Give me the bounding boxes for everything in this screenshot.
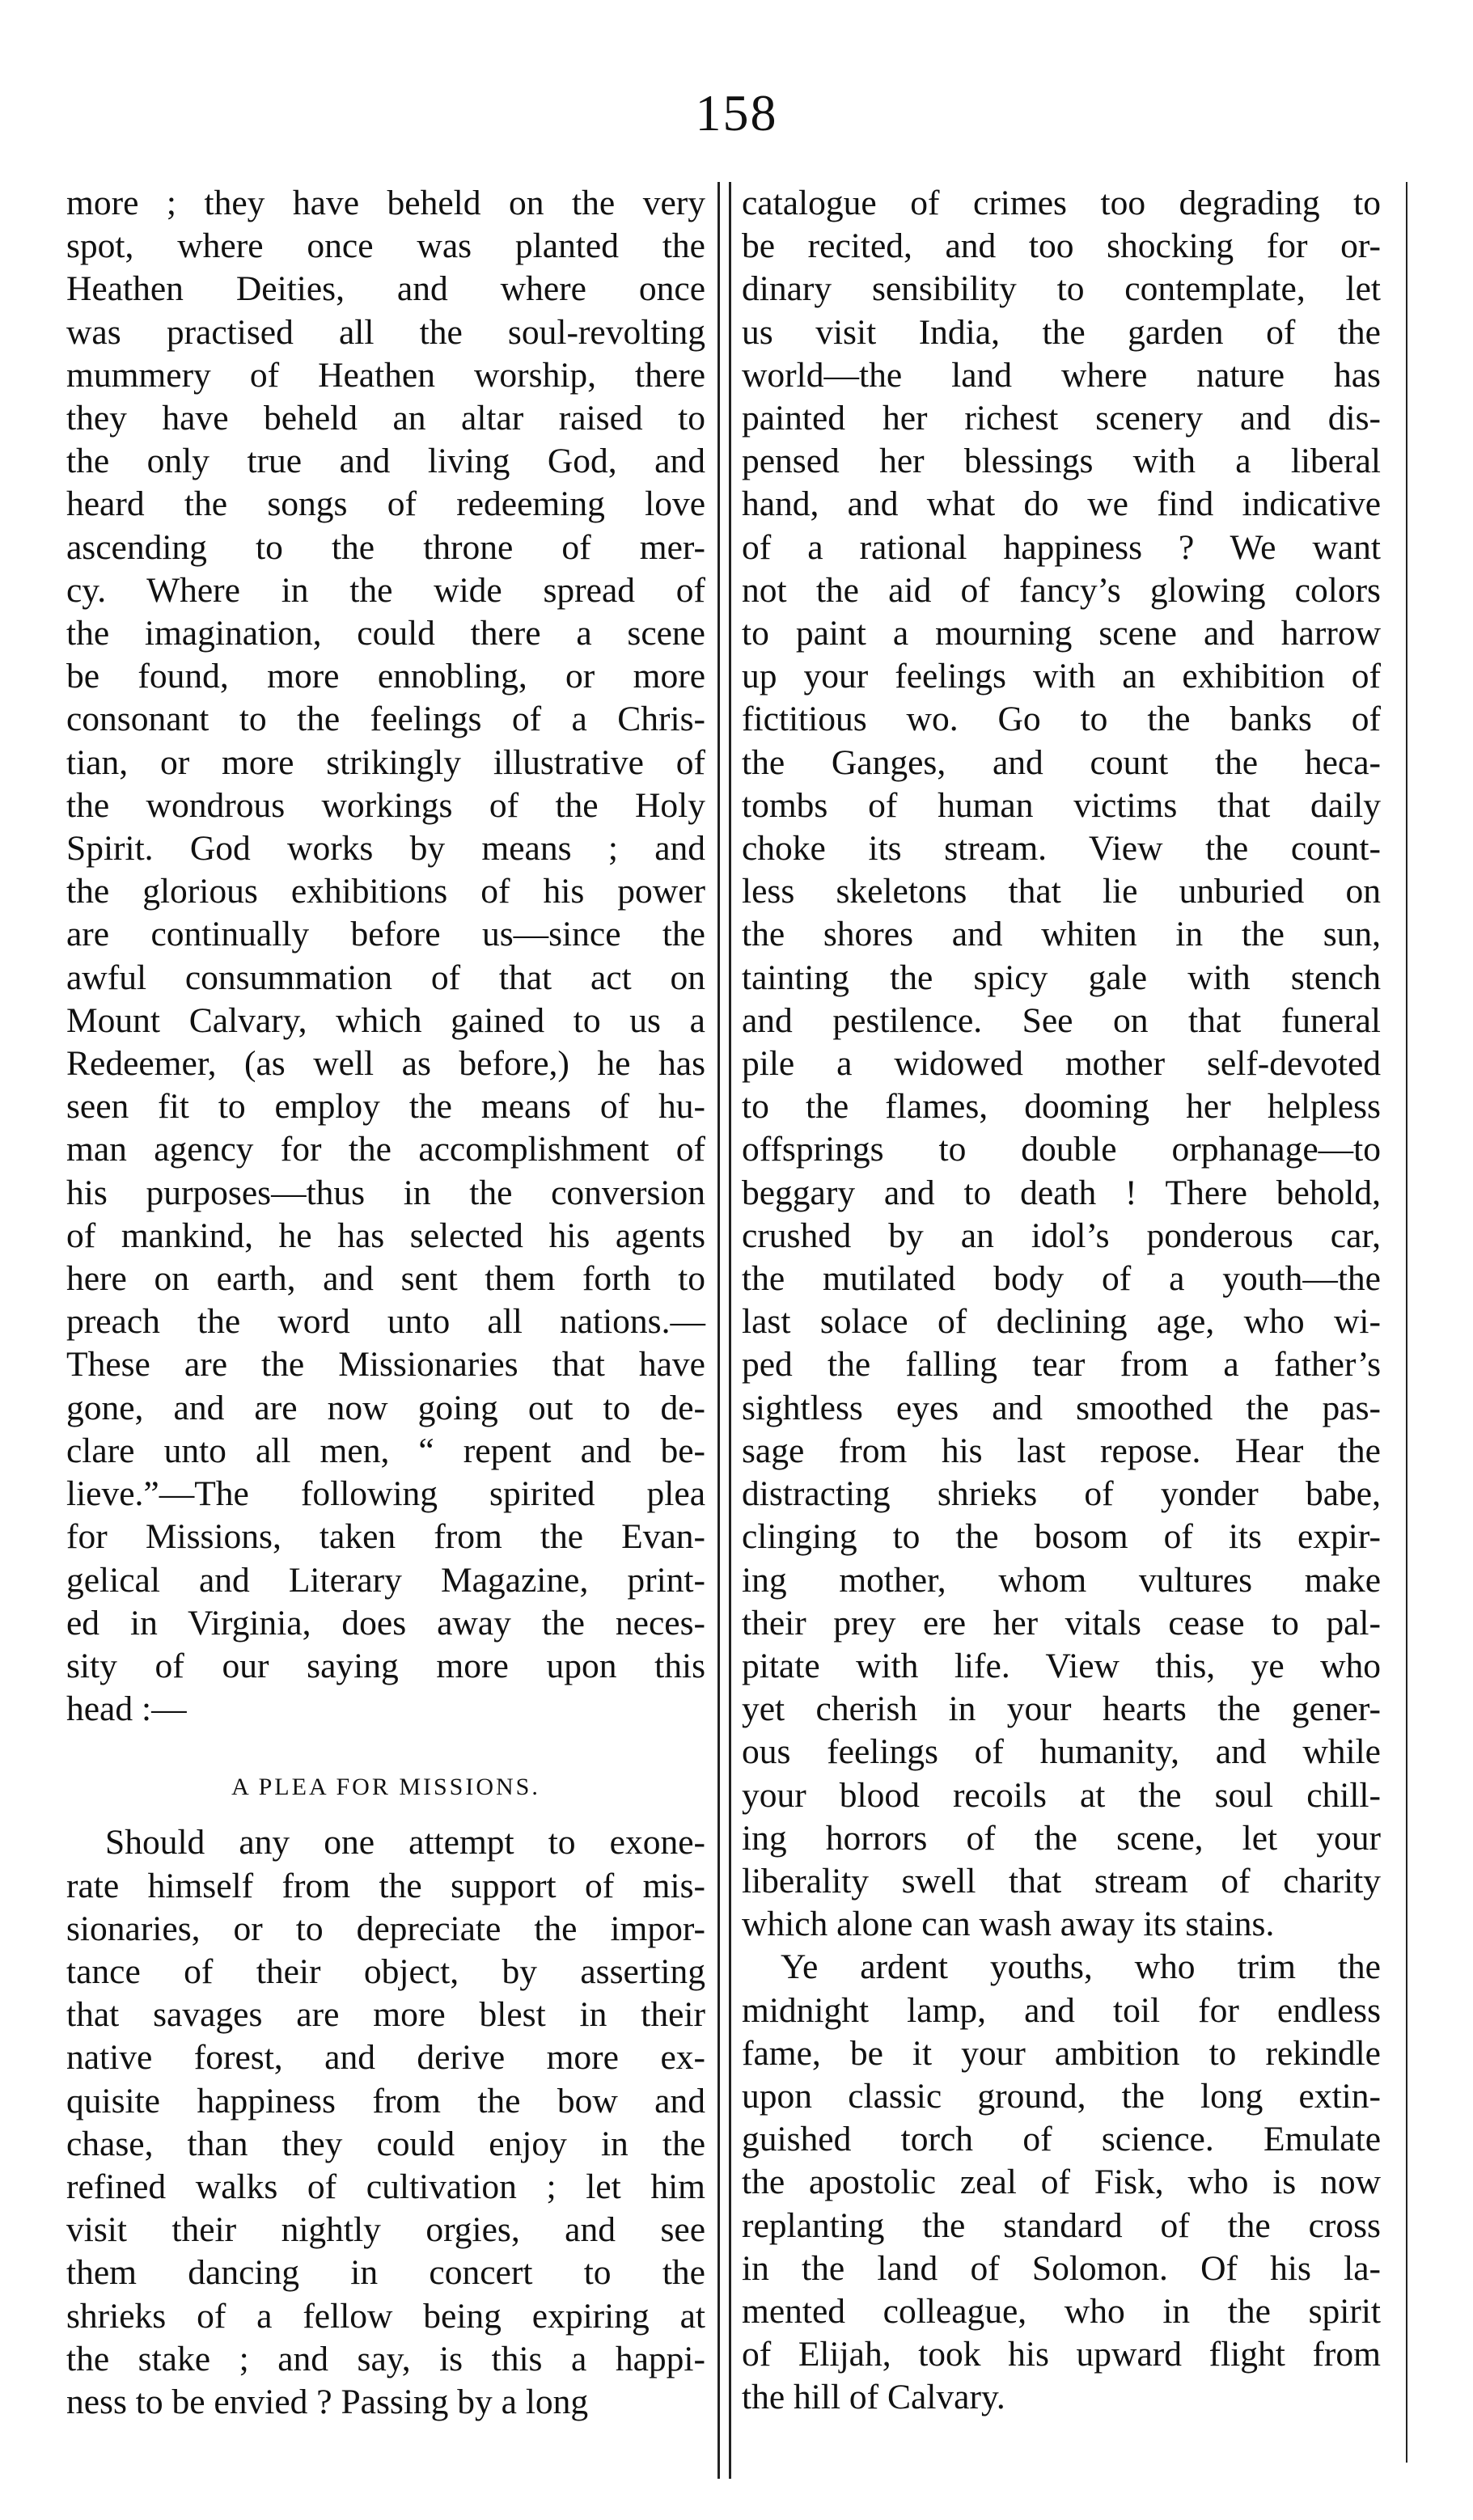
text-line: sage from his last repose. Hear the: [742, 1431, 1381, 1470]
text-line: Mount Calvary, which gained to us a: [66, 1000, 705, 1040]
section-heading: A PLEA FOR MISSIONS.: [231, 1774, 540, 1801]
text-line: mented colleague, who in the spirit: [742, 2291, 1381, 2331]
text-line: chase, than they could enjoy in the: [66, 2124, 705, 2163]
text-line: tainting the spicy gale with stench: [742, 958, 1381, 997]
text-line: more ; they have beheld on the very: [66, 184, 705, 222]
text-line: Redeemer, (as well as before,) he has: [66, 1044, 705, 1084]
text-line: painted her richest scenery and dis-: [742, 399, 1381, 438]
text-line: his purposes—thus in the conversion: [66, 1173, 705, 1212]
text-line: and pestilence. See on that funeral: [742, 1000, 1381, 1040]
text-line: sity of our saying more upon this: [66, 1646, 705, 1685]
text-line: replanting the standard of the cross: [742, 2205, 1381, 2245]
text-line: tance of their object, by asserting: [66, 1951, 705, 1991]
text-line: distracting shrieks of yonder babe,: [742, 1474, 1381, 1514]
text-line: crushed by an idol’s ponderous car,: [742, 1216, 1381, 1255]
text-line: the glorious exhibitions of his power: [66, 872, 705, 911]
text-line: ascending to the throne of mer-: [66, 527, 705, 567]
text-line: your blood recoils at the soul chill-: [742, 1775, 1381, 1815]
text-line: here on earth, and sent them forth to: [66, 1259, 705, 1299]
text-line: the only true and living God, and: [66, 442, 705, 481]
text-line: spot, where once was planted the: [66, 226, 705, 266]
text-line: of mankind, he has selected his agents: [66, 1216, 705, 1255]
text-line: us visit India, the garden of the: [742, 312, 1381, 352]
text-line: the wondrous workings of the Holy: [66, 785, 705, 825]
text-line: of Elijah, took his upward flight from: [742, 2335, 1381, 2374]
text-line: yet cherish in your hearts the gener-: [742, 1689, 1381, 1729]
text-line: that savages are more blest in their: [66, 1995, 705, 2035]
left-column: [66, 182, 705, 2424]
right-margin-rule: [1406, 182, 1407, 2463]
text-line: rate himself from the support of mis-: [66, 1866, 705, 1905]
text-line: clare unto all men, “ repent and be-: [66, 1431, 705, 1470]
text-line: the mutilated body of a youth—the: [742, 1259, 1381, 1299]
text-line: Ye ardent youths, who trim the: [781, 1947, 1381, 1987]
text-line: their prey ere her vitals cease to pal-: [742, 1603, 1381, 1643]
text-line: ed in Virginia, does away the neces-: [66, 1603, 705, 1643]
intro-paragraph: [66, 182, 705, 1731]
text-line: pile a widowed mother self-devoted: [742, 1044, 1381, 1084]
column-divider-rule: [717, 182, 720, 2479]
text-line: These are the Missionaries that have: [66, 1345, 705, 1385]
text-line: Spirit. God works by means ; and: [66, 829, 705, 869]
page-number: 158: [695, 84, 778, 142]
column-divider-rule: [729, 182, 731, 2479]
text-line: up your feelings with an exhibition of: [742, 657, 1381, 696]
text-line: hand, and what do we find indicative: [742, 484, 1381, 524]
text-line: ness to be envied ? Passing by a long: [66, 2382, 589, 2421]
text-line: upon classic ground, the long extin-: [742, 2076, 1381, 2116]
text-line: to paint a mourning scene and harrow: [742, 614, 1381, 653]
text-line: seen fit to employ the means of hu-: [66, 1087, 705, 1127]
text-line: not the aid of fancy’s glowing colors: [742, 570, 1381, 610]
text-line: ped the falling tear from a father’s: [742, 1345, 1381, 1385]
text-line: are continually before us—since the: [66, 915, 705, 954]
text-line: tian, or more strikingly illustrative of: [66, 742, 705, 782]
text-line: the shores and whiten in the sun,: [742, 915, 1381, 954]
text-line: liberality swell that stream of charity: [742, 1861, 1381, 1901]
text-line: native forest, and derive more ex-: [66, 2038, 705, 2078]
text-line: be recited, and too shocking for or-: [742, 226, 1381, 266]
text-line: mummery of Heathen worship, there: [66, 355, 705, 395]
text-line: offsprings to double orphanage—to: [742, 1130, 1381, 1169]
text-line: last solace of declining age, who wi-: [742, 1302, 1381, 1342]
text-line: visit their nightly orgies, and see: [66, 2210, 705, 2250]
text-line: ing horrors of the scene, let your: [742, 1818, 1381, 1858]
text-line: was practised all the soul-revolting: [66, 312, 705, 352]
text-line: head :—: [66, 1689, 187, 1729]
text-line: the Ganges, and count the heca-: [742, 742, 1381, 782]
text-line: to the flames, dooming her helpless: [742, 1087, 1381, 1127]
text-line: which alone can wash away its stains.: [742, 1905, 1275, 1944]
text-line: gone, and are now going out to de-: [66, 1388, 705, 1427]
text-line: the hill of Calvary.: [742, 2378, 1005, 2417]
text-line: sightless eyes and smoothed the pas-: [742, 1388, 1381, 1427]
text-line: the stake ; and say, is this a happi-: [66, 2339, 705, 2378]
text-line: Heathen Deities, and where once: [66, 269, 705, 309]
text-line: gelical and Literary Magazine, print-: [66, 1560, 705, 1600]
text-line: cy. Where in the wide spread of: [66, 570, 705, 610]
text-line: choke its stream. View the count-: [742, 829, 1381, 869]
text-line: awful consummation of that act on: [66, 958, 705, 997]
text-line: heard the songs of redeeming love: [66, 484, 705, 524]
text-line: pitate with life. View this, ye who: [742, 1646, 1381, 1685]
text-line: ing mother, whom vultures make: [742, 1560, 1381, 1600]
text-line: for Missions, taken from the Evan-: [66, 1517, 705, 1557]
text-line: man agency for the accomplishment of: [66, 1130, 705, 1169]
text-line: the apostolic zeal of Fisk, who is now: [742, 2163, 1381, 2202]
text-line: less skeletons that lie unburied on: [742, 872, 1381, 911]
text-line: world—the land where nature has: [742, 355, 1381, 395]
text-line: shrieks of a fellow being expiring at: [66, 2296, 705, 2336]
text-line: ous feelings of humanity, and while: [742, 1732, 1381, 1772]
text-line: they have beheld an altar raised to: [66, 399, 705, 438]
text-line: lieve.”—The following spirited plea: [66, 1474, 705, 1514]
text-line: them dancing in concert to the: [66, 2253, 705, 2293]
continuation-paragraph: [742, 182, 1381, 1946]
text-line: be found, more ennobling, or more: [66, 657, 705, 696]
text-line: sionaries, or to depreciate the impor-: [66, 1909, 705, 1948]
text-line: tombs of human victims that daily: [742, 785, 1381, 825]
text-line: preach the word unto all nations.—: [66, 1302, 705, 1342]
text-line: fictitious wo. Go to the banks of: [742, 700, 1381, 739]
text-line: pensed her blessings with a liberal: [742, 442, 1381, 481]
text-line: of a rational happiness ? We want: [742, 527, 1381, 567]
text-line: dinary sensibility to contemplate, let: [742, 269, 1381, 309]
text-line: in the land of Solomon. Of his la-: [742, 2248, 1381, 2288]
text-line: refined walks of cultivation ; let him: [66, 2167, 705, 2206]
plea-paragraph: [66, 1821, 705, 2424]
text-line: the imagination, could there a scene: [66, 614, 705, 653]
text-line: clinging to the bosom of its expir-: [742, 1517, 1381, 1557]
text-line: beggary and to death ! There behold,: [742, 1173, 1381, 1212]
text-line: guished torch of science. Emulate: [742, 2120, 1381, 2159]
right-column: [742, 182, 1381, 2420]
text-line: consonant to the feelings of a Chris-: [66, 700, 705, 739]
text-line: catalogue of crimes too degrading to: [742, 184, 1381, 222]
text-line: midnight lamp, and toil for endless: [742, 1990, 1381, 2030]
text-line: Should any one attempt to exone-: [105, 1823, 705, 1863]
text-line: quisite happiness from the bow and: [66, 2081, 705, 2120]
text-line: fame, be it your ambition to rekindle: [742, 2033, 1381, 2073]
youths-paragraph: [742, 1946, 1381, 2419]
